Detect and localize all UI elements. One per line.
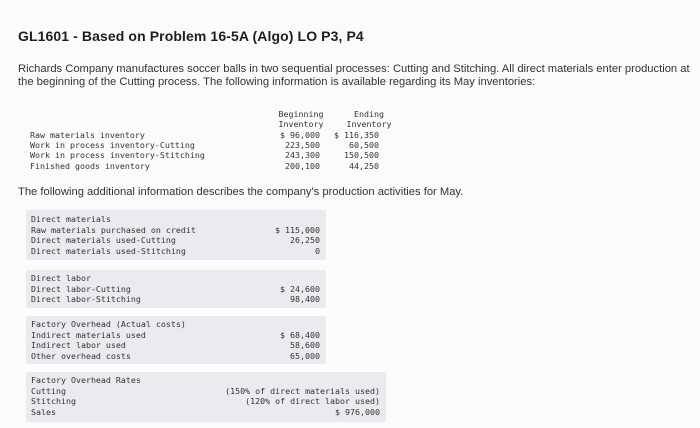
table-row-label: Work in process inventory-Stitching <box>30 150 205 161</box>
table-cell: 98,400 <box>290 294 320 304</box>
table-row-label: Stitching <box>31 396 76 406</box>
table-cell: 60,500 <box>349 140 379 151</box>
table-row-label: Cutting <box>31 385 66 396</box>
section-header: Factory Overhead (Actual costs) <box>31 319 186 329</box>
page-title: GL1601 - Based on Problem 16-5A (Algo) LO P3, P4 <box>18 28 364 44</box>
factory-overhead-labels <box>31 319 186 361</box>
col-header-ending: Ending Inventory <box>346 109 392 129</box>
table-cell: $ 116,350 <box>334 130 379 140</box>
factory-overhead-values <box>250 330 320 362</box>
section-header: Direct labor <box>31 273 91 283</box>
table-cell: $ 96,000 <box>280 130 320 140</box>
direct-materials-values <box>250 225 320 257</box>
table-cell: (120% of direct labor used) <box>245 396 380 406</box>
table-cell: 58,600 <box>290 340 320 350</box>
table-row-label: Direct materials used-Cutting <box>31 235 176 245</box>
inventory-ending-values <box>318 130 379 171</box>
table-row-label: Finished goods inventory <box>30 160 150 171</box>
table-cell: 223,500 <box>285 140 320 151</box>
table-cell: 0 <box>315 245 320 256</box>
table-cell: 243,300 <box>285 150 320 161</box>
overhead-rates-values <box>200 386 380 418</box>
table-row-label: Direct labor-Stitching <box>31 294 141 304</box>
table-cell: $ 68,400 <box>280 329 320 340</box>
table-row-label: Indirect materials used <box>31 329 146 340</box>
table-row-label: Sales <box>31 406 56 417</box>
table-row-label: Raw materials purchased on credit <box>31 224 196 235</box>
table-row-label: Raw materials inventory <box>30 130 145 140</box>
inventory-labels <box>30 130 205 171</box>
table-cell: $ 976,000 <box>335 406 380 417</box>
table-row-label: Direct labor-Cutting <box>31 283 131 294</box>
direct-materials-labels <box>31 214 196 256</box>
intro-paragraph: Richards Company manufactures soccer balls in two sequential processes: Cutting and Stitching. All direct materials enter production at the beginning of the Cutting process. The following information is available regarding its May inventories: <box>18 63 690 88</box>
table-cell: 200,100 <box>285 160 320 171</box>
table-cell: (150% of direct materials used) <box>225 385 380 396</box>
table-cell: 26,250 <box>290 235 320 245</box>
section-header: Direct materials <box>31 214 111 224</box>
table-cell: 150,500 <box>344 150 379 161</box>
additional-info-text: The following additional information describes the company's production activities for May. <box>18 186 464 198</box>
table-row-label: Work in process inventory-Cutting <box>30 140 195 151</box>
inventory-beginning-values <box>250 130 320 171</box>
table-row-label: Direct materials used-Stitching <box>31 245 186 256</box>
direct-labor-values <box>250 284 320 305</box>
table-cell: 65,000 <box>290 350 320 361</box>
direct-labor-labels <box>31 273 141 305</box>
section-header: Factory Overhead Rates <box>31 375 141 385</box>
table-row-label: Other overhead costs <box>31 350 131 361</box>
table-row-label: Indirect labor used <box>31 340 126 350</box>
col-header-beginning: Beginning Inventory <box>278 109 324 129</box>
table-cell: $ 115,000 <box>275 224 320 235</box>
table-cell: $ 24,600 <box>280 283 320 294</box>
table-cell: 44,250 <box>349 160 379 171</box>
overhead-rates-labels <box>31 375 141 417</box>
